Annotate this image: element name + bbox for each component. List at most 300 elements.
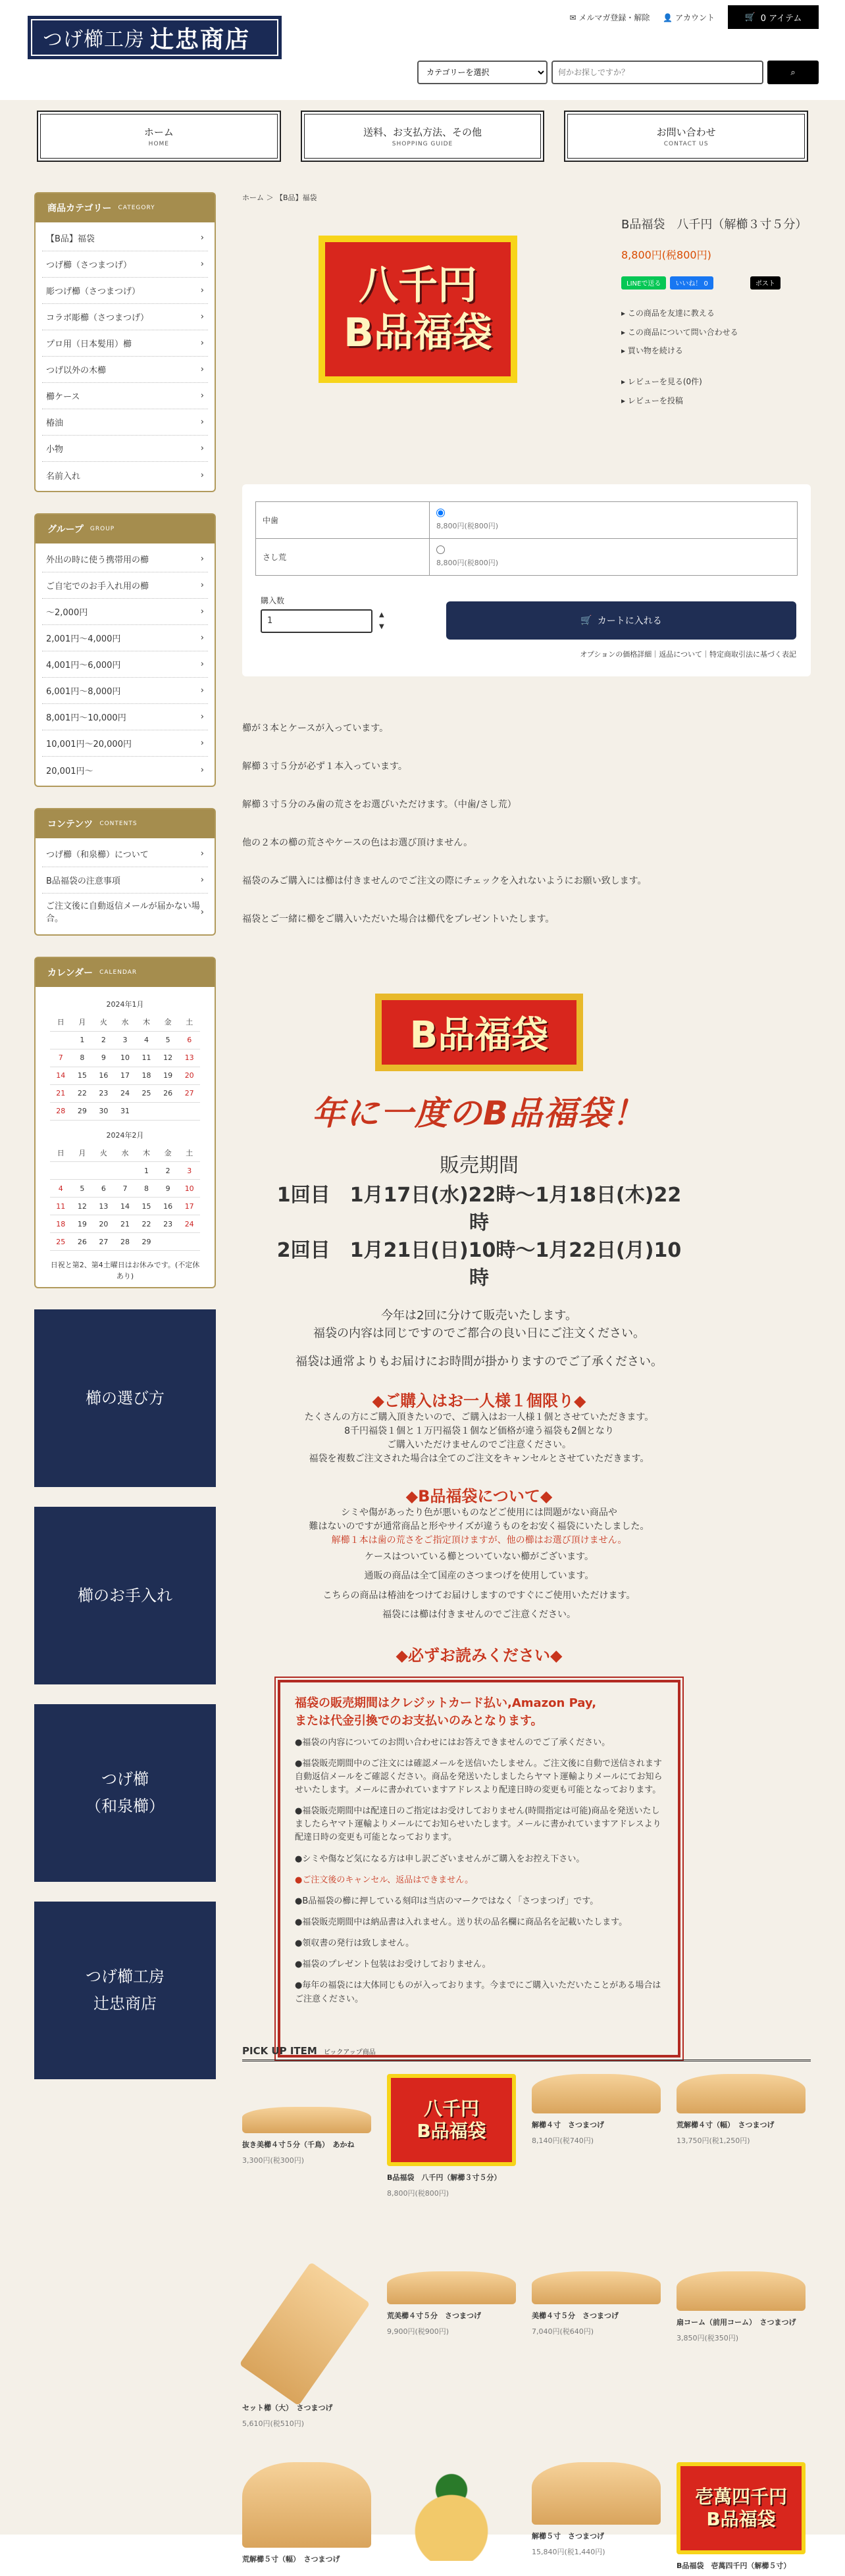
cart-button[interactable] <box>728 5 819 29</box>
category-heading <box>36 193 215 222</box>
calendar-week-row <box>50 1215 200 1233</box>
sidebar-category-item[interactable] <box>42 409 208 436</box>
pickup-item[interactable] <box>532 2074 663 2146</box>
calendar-day: 16 <box>157 1198 179 1215</box>
calendar-note: 日祝と第2、第4土曜日はお休みです。(不定休あり) <box>50 1261 200 1280</box>
chevron-right-icon: › <box>200 580 204 590</box>
sidebar-banner[interactable]: つげ櫛工房 辻忠商店 <box>34 1902 216 2079</box>
product-image-text-title: B品福袋 <box>344 310 492 356</box>
sidebar-group-item-label: 外出の時に使う携帯用の櫛 <box>46 555 149 565</box>
flyer-slogan: 年に一度のB品福袋！ <box>311 1094 647 1132</box>
sidebar-banner[interactable]: つげ櫛 （和泉櫛） <box>34 1704 216 1882</box>
line-share-button[interactable]: LINEで送る <box>621 276 666 290</box>
calendar-table-feb <box>50 1144 200 1251</box>
calendar-day: 27 <box>93 1233 115 1251</box>
calendar-day: 7 <box>115 1180 136 1198</box>
sidebar-group-item[interactable] <box>42 651 208 678</box>
search-bar <box>417 61 819 84</box>
option-radio-coarse[interactable] <box>436 545 445 554</box>
chevron-right-icon: › <box>200 233 204 243</box>
pickup-item-image[interactable] <box>387 2462 516 2561</box>
nav-contact[interactable] <box>564 111 808 162</box>
calendar-day: 20 <box>93 1215 115 1233</box>
warning-heading <box>295 1694 663 1730</box>
breadcrumb <box>242 192 811 203</box>
calendar-day: 12 <box>157 1049 179 1067</box>
pickup-item[interactable] <box>242 2271 374 2429</box>
calendar-box <box>34 957 216 1288</box>
calendar-day: 12 <box>72 1198 93 1215</box>
calendar-day <box>157 1102 179 1120</box>
warning-item: ●福袋販売期間中のご注文には確認メールを送信いたしません。ご注文後に自動で送信されます自動返信メールをご確認ください。商品を発送いたしましたらヤマト運輸よりメールにてお知らせいたします。メールに書かれていますアドレスより配達日時の変更も可能となっております。 <box>295 1758 663 1795</box>
flyer-date-1: 1回目 1月17日(水)22時〜1月18日(木)22時 <box>276 1184 682 1234</box>
calendar-day <box>72 1162 93 1180</box>
calendar-day: 15 <box>72 1067 93 1084</box>
chevron-right-icon: › <box>200 738 204 748</box>
search-input[interactable] <box>551 61 763 84</box>
category-heading-label: 商品カテゴリー <box>47 203 112 214</box>
warning-item: ●福袋の内容についてのお問い合わせにはお答えできませんのでご了承ください。 <box>295 1737 611 1748</box>
pickup-item-name[interactable]: 荒解櫛４寸（幅） さつまつげ <box>677 2121 775 2129</box>
bullet-icon: ▸ <box>621 308 626 318</box>
sidebar-group-item-label: 8,001円〜10,000円 <box>46 713 126 723</box>
nav-contact-label: お問い合わせ <box>656 126 716 138</box>
flyer-dates <box>269 1182 690 1292</box>
continue-shopping-link[interactable] <box>621 341 811 361</box>
description-paragraph: 解櫛３寸５分が必ず１本入っています。 <box>242 761 407 772</box>
flyer-text-line: こちらの商品は椿油をつけてお届けしますのですぐにご使用いただけます。 <box>322 1590 636 1601</box>
contents-heading-en: CONTENTS <box>99 821 138 827</box>
pickup-item-name[interactable]: 解櫛４寸 さつまつげ <box>532 2121 604 2129</box>
description-paragraph: 他の２本の櫛の荒さやケースの色はお選び頂けません。 <box>242 838 473 848</box>
calendar-day: 13 <box>178 1049 200 1067</box>
sidebar-banner[interactable]: 櫛のお手入れ <box>34 1507 216 1684</box>
product-description <box>242 721 811 950</box>
sidebar-category-item-label: 櫛ケース <box>46 392 80 402</box>
sidebar-category-item[interactable] <box>42 251 208 278</box>
quantity-input[interactable]: 1 <box>261 609 372 633</box>
sidebar-group-item[interactable] <box>42 572 208 599</box>
calendar-week-row <box>50 1084 200 1102</box>
warning-items <box>295 1736 663 2006</box>
chevron-right-icon: › <box>200 470 204 480</box>
nav-home[interactable] <box>37 111 281 162</box>
sidebar-banner[interactable]: 櫛の選び方 <box>34 1309 216 1487</box>
pickup-item-image[interactable] <box>532 2462 661 2525</box>
main-content <box>242 192 811 2570</box>
option-row-medium[interactable] <box>256 502 798 539</box>
chevron-right-icon: › <box>200 907 204 918</box>
search-icon: ⌕ <box>790 67 796 78</box>
calendar-day: 14 <box>50 1067 72 1084</box>
sidebar-category-item[interactable] <box>42 357 208 383</box>
nav-home-label: ホーム <box>143 126 174 138</box>
pickup-title: PICK UP ITEM <box>242 2045 317 2057</box>
warning-item: ●領収書の発行は致しません。 <box>295 1938 415 1949</box>
calendar-day: 1 <box>136 1162 157 1180</box>
pickup-item-name[interactable]: 解櫛５寸 さつまつげ <box>532 2532 604 2540</box>
pickup-item[interactable] <box>242 2462 374 2569</box>
pickup-item-image[interactable] <box>387 2271 516 2304</box>
breadcrumb-separator: ＞ <box>266 193 274 202</box>
sidebar-contents-item[interactable] <box>42 867 208 894</box>
pickup-item-image[interactable] <box>242 2462 371 2548</box>
pickup-item-image[interactable] <box>677 2271 806 2311</box>
calendar-day: 29 <box>136 1233 157 1251</box>
sidebar-category-item[interactable] <box>42 462 208 488</box>
pickup-item-price: 8,800円(税800円) <box>387 2188 449 2198</box>
calendar-day: 5 <box>157 1031 179 1049</box>
calendar-day: 17 <box>178 1198 200 1215</box>
user-icon: 👤 <box>663 13 673 22</box>
pickup-item[interactable] <box>387 2462 519 2567</box>
flyer-intro-2: 福袋の内容は同じですのでご都合の良い日にご注文ください。 <box>313 1326 645 1340</box>
chevron-right-icon: › <box>200 607 204 617</box>
breadcrumb-category[interactable]: 【B品】福袋 <box>276 193 317 202</box>
sidebar-category-item[interactable] <box>42 225 208 251</box>
option-label-coarse: さし荒 <box>256 539 430 576</box>
calendar-day: 25 <box>136 1084 157 1102</box>
cart-icon: 🛒 <box>580 615 592 626</box>
calendar-day: 29 <box>72 1102 93 1120</box>
calendar-day <box>178 1233 200 1251</box>
warning-item: ●シミや傷など気になる方は申し訳ございませんがご購入をお控え下さい。 <box>295 1854 585 1864</box>
flyer-section-limit-text <box>269 1411 690 1466</box>
description-paragraph: 櫛が３本とケースが入っています。 <box>242 723 389 734</box>
category-select[interactable] <box>417 61 548 84</box>
flyer-text-line: たくさんの方にご購入頂きたいので、ご購入はお一人様１個とさせていただきます。 <box>304 1412 654 1423</box>
purchase-box <box>242 484 811 676</box>
calendar-day: 21 <box>50 1084 72 1102</box>
calendar-day: 16 <box>93 1067 115 1084</box>
pickup-heading <box>242 2045 811 2061</box>
contents-box <box>34 808 216 936</box>
pickup-item-name[interactable]: 荒美櫛４寸５分 さつまつげ <box>387 2311 481 2320</box>
pickup-item-image-text: B品福袋 <box>706 2508 776 2530</box>
calendar-day: 1 <box>72 1031 93 1049</box>
product-price: 8,800円(税800円) <box>621 248 711 261</box>
sidebar-contents-item-label: B品福袋の注意事項 <box>46 876 120 886</box>
flyer-text-line: ケースはついている櫛とついていない櫛がございます。 <box>365 1552 594 1562</box>
nav-guide-en: SHOPPING GUIDE <box>392 141 453 147</box>
sidebar-group-item-label: ご自宅でのお手入れ用の櫛 <box>46 582 149 592</box>
sidebar-group-item[interactable] <box>42 757 208 783</box>
pickup-item-image[interactable] <box>677 2462 806 2554</box>
chevron-right-icon: › <box>200 633 204 643</box>
calendar-day: 6 <box>93 1180 115 1198</box>
calendar-day: 30 <box>93 1102 115 1120</box>
warning-item: ●ご注文後のキャンセル、返品はできません。 <box>295 1875 474 1885</box>
view-reviews-link-label: レビューを見る(0件) <box>627 377 702 387</box>
pickup-item-name[interactable]: 抜き美櫛４寸５分（千鳥） あかね <box>242 2140 355 2149</box>
calendar-day: 23 <box>93 1084 115 1102</box>
calendar-weekday: 月 <box>72 1144 93 1162</box>
pickup-item-name[interactable]: セット櫛（大） さつまつげ <box>242 2404 333 2412</box>
chevron-right-icon: › <box>200 443 204 453</box>
logo-text-workshop: つげ櫛工房 <box>43 28 145 51</box>
calendar-day: 11 <box>50 1198 72 1215</box>
sidebar-contents-item[interactable] <box>42 841 208 867</box>
flyer-section-about-text <box>269 1506 690 1534</box>
description-paragraph: 解櫛３寸５分のみ歯の荒さをお選びいただけます。（中歯/さし荒） <box>242 799 517 810</box>
option-notes-links[interactable]: オプションの価格詳細｜返品について｜特定商取引法に基づく表記 <box>580 650 796 659</box>
view-reviews-link[interactable] <box>621 372 811 391</box>
chevron-right-icon: › <box>200 338 204 348</box>
calendar-week-row <box>50 1180 200 1198</box>
chevron-up-icon[interactable]: ▲ <box>379 611 384 619</box>
calendar-day: 27 <box>178 1084 200 1102</box>
sidebar-group-item[interactable] <box>42 730 208 757</box>
calendar-weekday: 火 <box>93 1013 115 1031</box>
calendar-day: 22 <box>136 1215 157 1233</box>
calendar-day <box>157 1233 179 1251</box>
calendar-day: 25 <box>50 1233 72 1251</box>
calendar-weekday: 金 <box>157 1144 179 1162</box>
pickup-item-price: 5,610円(税510円) <box>242 2419 305 2428</box>
mail-icon: ✉ <box>569 13 576 22</box>
calendar-day: 13 <box>93 1198 115 1215</box>
flyer-flag-text: B品福袋 <box>382 1000 576 1065</box>
site-header <box>0 0 845 100</box>
sidebar-group-item-label: 20,001円〜 <box>46 766 93 776</box>
warning-item: ●毎年の福袋には大体同じものが入っております。今までにご購入いただいたことがある場合はご注意ください。 <box>295 1981 661 2004</box>
pickup-item-price: 9,900円(税900円) <box>387 2327 449 2336</box>
sidebar-category-item-label: 椿油 <box>46 418 64 428</box>
calendar-day: 3 <box>115 1031 136 1049</box>
pickup-item[interactable] <box>677 2074 808 2146</box>
warning-item: ●福袋のプレゼント包装はお受けしておりません。 <box>295 1959 491 1970</box>
pickup-item-name[interactable]: 扇コーム（前用コーム） さつまつげ <box>677 2318 796 2327</box>
warning-item: ●B品福袋の櫛に押している刻印は当店のマークではなく「さつまつげ」です。 <box>295 1896 599 1906</box>
account-link[interactable] <box>663 12 715 23</box>
pickup-item-image[interactable] <box>239 2262 370 2406</box>
option-radio-medium[interactable] <box>436 509 445 517</box>
sidebar-category-item[interactable] <box>42 330 208 357</box>
flyer-intro-1: 今年は2回に分けて販売いたします。 <box>380 1309 577 1323</box>
option-label-medium: 中歯 <box>256 502 430 539</box>
facebook-like-button[interactable]: いいね！ 0 <box>670 276 713 290</box>
calendar-weekday: 金 <box>157 1013 179 1031</box>
continue-shopping-link-label: 買い物を続ける <box>627 346 683 356</box>
calendar-day: 20 <box>178 1067 200 1084</box>
calendar-day: 2 <box>157 1162 179 1180</box>
pickup-item[interactable] <box>677 2271 808 2343</box>
calendar-month-jan: 2024年1月 <box>106 1000 144 1009</box>
flyer-text-line: 難はないのですが通常商品と形やサイズが違うものをお安く福袋にいたしました。 <box>309 1521 650 1532</box>
post-review-link-label: レビューを投稿 <box>627 395 683 405</box>
sidebar-category-item[interactable] <box>42 304 208 330</box>
sidebar-group-item-label: 4,001円〜6,000円 <box>46 661 121 670</box>
sidebar-category-item[interactable] <box>42 383 208 409</box>
pickup-item-image[interactable] <box>387 2074 516 2166</box>
quantity-stepper[interactable] <box>379 609 384 633</box>
sidebar-contents-item-label: つげ櫛（和泉櫛）について <box>46 850 149 860</box>
flyer-text-line: ご購入いただけませんのでご注意ください。 <box>387 1440 571 1450</box>
calendar-day: 11 <box>136 1049 157 1067</box>
category-heading-en: CATEGORY <box>118 205 155 211</box>
pickup-subtitle: ピックアップ商品 <box>323 2049 376 2056</box>
bullet-icon: ▸ <box>621 346 626 356</box>
option-price-medium: 8,800円(税800円) <box>436 521 499 530</box>
product-image[interactable] <box>319 236 517 383</box>
calendar-weekday: 土 <box>178 1013 200 1031</box>
calendar-month-feb: 2024年2月 <box>106 1130 144 1140</box>
x-post-button[interactable]: ポスト <box>750 276 781 290</box>
inquiry-link[interactable] <box>621 323 811 342</box>
calendar-weekday: 水 <box>115 1013 136 1031</box>
quantity-label: 購入数 <box>261 596 285 605</box>
calendar-day: 18 <box>50 1215 72 1233</box>
calendar-day: 18 <box>136 1067 157 1084</box>
calendar-day: 9 <box>157 1180 179 1198</box>
pickup-item-image[interactable] <box>532 2074 661 2113</box>
calendar-day <box>136 1102 157 1120</box>
calendar-weekday: 木 <box>136 1144 157 1162</box>
flyer-section-about-red: 解櫛１本は歯の荒さをご指定頂けますが、他の櫛はお選び頂けません。 <box>331 1535 627 1546</box>
flyer-intro <box>269 1307 690 1342</box>
pickup-item-name[interactable]: 荒解櫛５寸（幅） さつまつげ <box>242 2555 340 2563</box>
calendar-day: 26 <box>157 1084 179 1102</box>
sidebar-category-item-label: 彫つげ櫛（さつまつげ） <box>46 287 141 297</box>
calendar-day: 9 <box>93 1049 115 1067</box>
calendar <box>36 987 215 1287</box>
option-row-coarse[interactable] <box>256 539 798 576</box>
calendar-week-row <box>50 1102 200 1120</box>
product-section <box>242 216 811 466</box>
sidebar-group-item-label: 10,001円〜20,000円 <box>46 740 132 749</box>
calendar-day: 8 <box>72 1049 93 1067</box>
post-review-link[interactable] <box>621 391 811 411</box>
cart-icon: 🛒 <box>744 12 755 22</box>
tell-friend-link-label: この商品を友達に教える <box>627 308 715 318</box>
pickup-item-price: 3,300円(税300円) <box>242 2156 305 2165</box>
description-paragraph: 福袋のみご購入には櫛は付きませんのでご注文の際にチェックを入れないようにお願い致します。 <box>242 876 647 886</box>
pickup-item[interactable] <box>532 2462 663 2557</box>
account-link-label: アカウント <box>675 13 715 22</box>
nav-contact-en: CONTACT US <box>663 141 709 147</box>
calendar-week-row <box>50 1162 200 1180</box>
calendar-day: 5 <box>72 1180 93 1198</box>
calendar-day: 8 <box>136 1180 157 1198</box>
pickup-item-name[interactable]: B品福袋 八千円（解櫛３寸５分） <box>387 2173 501 2182</box>
product-image-text-price: 八千円 <box>359 263 477 309</box>
flyer-intro-delivery: 福袋は通常よりもお届けにお時間が掛かりますのでご了承ください。 <box>295 1355 663 1369</box>
flyer-text-line: 8千円福袋１個と１万円福袋１個など価格が違う福袋も2個となり <box>344 1426 614 1436</box>
pickup-item-image[interactable] <box>242 2107 371 2133</box>
pickup-item-name[interactable]: 美櫛４寸５分 さつまつげ <box>532 2311 619 2320</box>
chevron-right-icon: › <box>200 417 204 427</box>
calendar-day: 22 <box>72 1084 93 1102</box>
pickup-item-price: 15,840円(税1,440円) <box>532 2547 605 2556</box>
calendar-day: 14 <box>115 1198 136 1215</box>
search-button[interactable] <box>767 61 819 84</box>
site-logo[interactable] <box>28 16 282 59</box>
pickup-item[interactable] <box>242 2074 374 2165</box>
calendar-weekday: 日 <box>50 1144 72 1162</box>
sidebar-category-item-label: つげ櫛（さつまつげ） <box>46 261 132 270</box>
calendar-weekday-row <box>50 1144 200 1162</box>
pickup-item-name[interactable]: B品福袋 壱萬四千円（解櫛５寸） <box>677 2562 791 2570</box>
flyer-text-line: 福袋を複数ご注文された場合は全てのご注文をキャンセルとさせていただきます。 <box>309 1453 650 1464</box>
calendar-day: 21 <box>115 1215 136 1233</box>
option-price-coarse: 8,800円(税800円) <box>436 558 499 567</box>
calendar-day <box>50 1031 72 1049</box>
tell-friend-link[interactable] <box>621 304 811 323</box>
nav-home-en: HOME <box>148 141 169 147</box>
sidebar-group-item[interactable] <box>42 704 208 730</box>
sidebar-group-item[interactable] <box>42 599 208 625</box>
description-paragraph: 福袋とご一緒に櫛をご購入いただいた場合は櫛代をプレゼントいたします。 <box>242 914 555 924</box>
pickup-item[interactable] <box>677 2462 808 2576</box>
calendar-day: 31 <box>115 1102 136 1120</box>
bullet-icon: ▸ <box>621 327 626 337</box>
pickup-item-price: 7,040円(税640円) <box>532 2327 594 2336</box>
flyer-text-line: 福袋には櫛は付きませんのでご注意ください。 <box>382 1609 576 1621</box>
sidebar-group-item[interactable] <box>42 546 208 572</box>
warning-item: ●福袋販売期間中は配達日のご指定はお受けしておりません(時間指定は可能)商品を発送いたしましたらヤマト運輸よりメールにてお知らせいたします。メールに書かれていますアドレスより配達日時の変更も可能となっております。 <box>295 1806 661 1843</box>
newsletter-link-label: メルマガ登録・解除 <box>578 13 650 22</box>
chevron-right-icon: › <box>200 849 204 859</box>
add-to-cart-label: カートに入れる <box>597 616 662 626</box>
chevron-right-icon: › <box>200 554 204 564</box>
calendar-week-row <box>50 1049 200 1067</box>
pickup-item[interactable] <box>532 2271 663 2336</box>
pickup-item-image[interactable] <box>532 2271 661 2304</box>
contents-heading <box>36 809 215 838</box>
chevron-down-icon[interactable]: ▼ <box>379 623 384 630</box>
newsletter-link[interactable] <box>569 12 650 23</box>
calendar-day: 17 <box>115 1067 136 1084</box>
chevron-right-icon: › <box>200 365 204 374</box>
contents-heading-label: コンテンツ <box>47 819 93 830</box>
add-to-cart-button[interactable] <box>446 601 796 640</box>
product-links <box>621 304 811 411</box>
logo-text-shop: 辻忠商店 <box>150 26 251 53</box>
breadcrumb-home[interactable]: ホーム <box>242 193 264 202</box>
flyer-warning-box <box>278 1680 680 2058</box>
sidebar-category-item[interactable] <box>42 436 208 462</box>
sidebar-category-item[interactable] <box>42 278 208 304</box>
flyer-date-2: 2回目 1月21日(日)10時〜1月22日(月)10時 <box>276 1239 682 1290</box>
nav-shopping-guide[interactable] <box>301 111 545 162</box>
warning-heading-2: または代金引換でのお支払いのみとなります。 <box>295 1713 543 1728</box>
group-list <box>36 543 215 786</box>
option-table <box>255 501 798 576</box>
sidebar-group-item-label: 2,001円〜4,000円 <box>46 634 121 644</box>
pickup-item[interactable] <box>387 2074 519 2198</box>
sidebar-group-item[interactable] <box>42 678 208 704</box>
calendar-day <box>50 1162 72 1180</box>
calendar-day: 3 <box>178 1162 200 1180</box>
sidebar-group-item[interactable] <box>42 625 208 651</box>
calendar-day: 4 <box>50 1180 72 1198</box>
pickup-item-image[interactable] <box>677 2074 806 2113</box>
fukubukuro-flyer <box>269 994 690 2031</box>
calendar-day: 28 <box>115 1233 136 1251</box>
sidebar-group-item-label: 〜2,000円 <box>46 608 88 618</box>
pickup-item-price: 13,750円(税1,250円) <box>677 2136 750 2145</box>
calendar-day: 7 <box>50 1049 72 1067</box>
sidebar-category-item-label: 小物 <box>46 445 64 455</box>
top-links <box>569 5 819 29</box>
calendar-weekday: 日 <box>50 1013 72 1031</box>
pickup-item[interactable] <box>387 2271 519 2336</box>
calendar-week-row <box>50 1031 200 1049</box>
chevron-right-icon: › <box>200 686 204 695</box>
calendar-weekday: 土 <box>178 1144 200 1162</box>
calendar-day <box>115 1162 136 1180</box>
sidebar-contents-item[interactable] <box>42 894 208 932</box>
